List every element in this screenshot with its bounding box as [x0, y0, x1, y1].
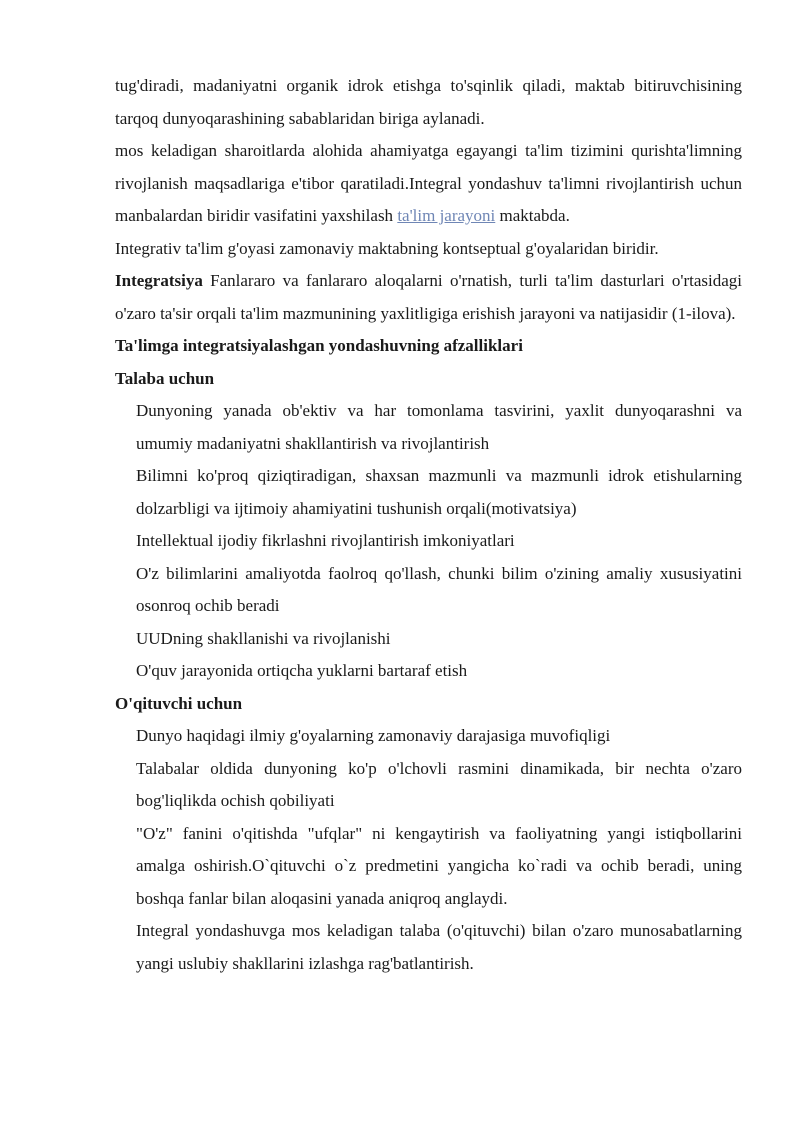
list-item: O'z bilimlarini amaliyotda faolroq qo'llash, chunki bilim o'zining amaliy xususiyatini osonroq ochib beradi	[136, 563, 742, 615]
list-item: Integral yondashuvga mos keladigan talaba (o'qituvchi) bilan o'zaro munosabatlarning yangi uslubiy shakllarini izlashga rag'batlantirish.	[136, 921, 742, 973]
paragraph-text: Fanlararo va fanlararo aloqalarni o'rnatish, turli ta'lim dasturlari o'rtasidagi o'zaro ta'sir orqali ta'lim mazmunining yaxlitligiga erishish jarayoni va natijasidir (1-ilova).	[115, 271, 742, 323]
paragraph-text: maktabda.	[495, 206, 570, 225]
list-item: Intellektual ijodiy fikrlashni rivojlantirish imkoniyatlari	[136, 531, 515, 550]
paragraph: Integrativ ta'lim g'oyasi zamonaviy maktabning kontseptual g'oyalaridan biridir.	[115, 238, 659, 258]
list-item: Dunyoning yanada ob'ektiv va har tomonlama tasvirini, yaxlit dunyoqarashni va umumiy madaniyatni shakllantirish va rivojlantirish	[136, 401, 742, 453]
term-bold: Integratsiya	[115, 271, 203, 290]
list-item: Bilimni ko'proq qiziqtiradigan, shaxsan mazmunli va mazmunli idrok etishularning dolzarbligi va ijtimoiy ahamiyatini tushunish orqali(motivatsiya)	[136, 466, 742, 518]
list-item: O'quv jarayonida ortiqcha yuklarni bartaraf etish	[136, 661, 468, 680]
document-body	[115, 70, 742, 980]
paragraph-text: mos keladigan sharoitlarda alohida ahamiyatga egayangi ta'lim tizimini qurishta'limning rivojlanish maqsadlariga e'tibor qaratiladi.Integral yondashuv ta'limni rivojlantirish uchun manbalardan biridir vasifatini yaxshilash	[115, 141, 742, 225]
paragraph	[115, 135, 742, 233]
paragraph: tug'diradi, madaniyatni organik idrok etishga to'sqinlik qiladi, maktab bitiruvchisining tarqoq dunyoqarashining sabablaridan biriga aylanadi.	[115, 76, 742, 128]
list-item: Talabalar oldida dunyoning ko'p o'lchovli rasmini dinamikada, bir nechta o'zaro bog'liqlikda ochish qobiliyati	[136, 758, 742, 810]
paragraph	[115, 265, 742, 330]
list-item: UUDning shakllanishi va rivojlanishi	[136, 628, 391, 648]
teacher-heading: O'qituvchi uchun	[115, 693, 243, 713]
list-item: Dunyo haqidagi ilmiy g'oyalarning zamonaviy darajasiga muvofiqligi	[136, 726, 611, 745]
list-item: "O'z" fanini o'qitishda "ufqlar" ni kengaytirish va faoliyatning yangi istiqbollarini amalga oshirish.O`qituvchi o`z predmetini yangicha ko`radi va ochib beradi, uning boshqa fanlar bilan aloqasini yanada aniqroq anglaydi.	[136, 823, 742, 908]
student-heading: Talaba uchun	[115, 368, 215, 388]
talim-jarayoni-link[interactable]: ta'lim jarayoni	[397, 206, 496, 225]
section-heading: Ta'limga integratsiyalashgan yondashuvning afzalliklari	[115, 336, 523, 355]
